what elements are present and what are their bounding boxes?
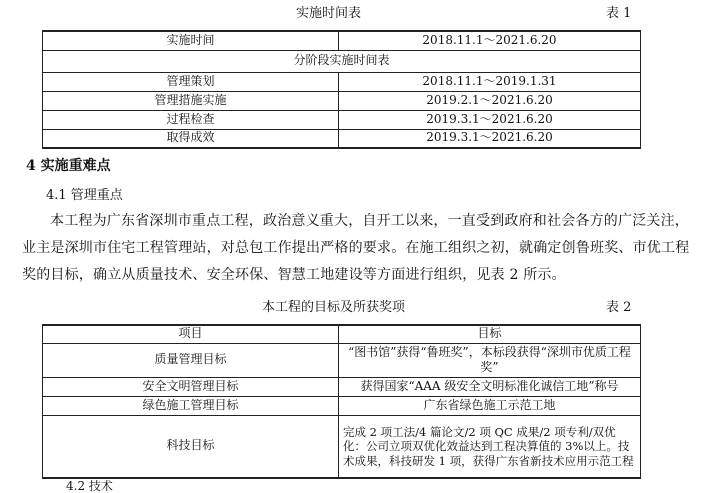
table-span-heading: 分阶段实施时间表 xyxy=(43,50,641,72)
table-row xyxy=(43,377,641,396)
table-row xyxy=(43,396,641,415)
section-heading: 4 实施重难点 xyxy=(26,158,111,174)
table1-title: 实施时间表 xyxy=(296,6,362,21)
table1-number: 表 1 xyxy=(606,6,632,21)
table-cell-label: 过程检查 xyxy=(43,110,339,129)
column-header-item: 项目 xyxy=(43,325,339,343)
next-heading-fragment: 4.2 技术 xyxy=(66,479,113,493)
table-cell-item: 科技目标 xyxy=(43,415,339,478)
table-cell-item: 安全文明管理目标 xyxy=(43,377,339,396)
body-paragraph: 本工程为广东省深圳市重点工程，政治意义重大，自开工以来，一直受到政府和社会各方的广泛关注，业主是深圳市住宅工程管理站，对总包工作提出严格的要求。在施工组织之初，就确定创鲁班奖、市优工程奖的目标，确立从质量技术、安全环保、智慧工地建设等方面进行组织，见表 2 所示。 xyxy=(22,213,690,283)
table-cell-goal: “图书馆”获得“鲁班奖”，本标段获得“深圳市优质工程奖” xyxy=(339,343,641,377)
table-cell-label: 管理措施实施 xyxy=(43,91,339,110)
table-row xyxy=(43,415,641,478)
table-row xyxy=(43,72,641,91)
table-cell-label: 取得成效 xyxy=(43,129,339,148)
subsection-heading: 4.1 管理重点 xyxy=(46,188,123,203)
table-cell-value: 2019.2.1～2021.6.20 xyxy=(339,91,641,110)
table-cell-value: 2018.11.1～2019.1.31 xyxy=(339,72,641,91)
table-row xyxy=(43,110,641,129)
table-row xyxy=(43,31,641,50)
table-row xyxy=(43,129,641,148)
schedule-table xyxy=(42,30,641,149)
table-cell-label: 实施时间 xyxy=(43,31,339,50)
table-row xyxy=(43,343,641,377)
table-cell-goal: 完成 2 项工法/4 篇论文/2 项 QC 成果/2 项专利/双优化：公司立项双优化效益达到工程决算值的 3%以上。技术成果，科技研发 1 项，获得广东省新技术应用示范工程 xyxy=(339,415,641,478)
goals-table xyxy=(42,324,641,479)
table2-number: 表 2 xyxy=(606,300,632,315)
table-row xyxy=(43,91,641,110)
column-header-goal: 目标 xyxy=(339,325,641,343)
table-cell-value: 2018.11.1～2021.6.20 xyxy=(339,31,641,50)
table-row xyxy=(43,50,641,72)
table-cell-item: 绿色施工管理目标 xyxy=(43,396,339,415)
table-cell-goal: 广东省绿色施工示范工地 xyxy=(339,396,641,415)
table-cell-value: 2019.3.1～2021.6.20 xyxy=(339,129,641,148)
table-cell-item: 质量管理目标 xyxy=(43,343,339,377)
table-cell-label: 管理策划 xyxy=(43,72,339,91)
table2-title: 本工程的目标及所获奖项 xyxy=(262,300,406,315)
table-cell-value: 2019.3.1～2021.6.20 xyxy=(339,110,641,129)
table-cell-goal: 获得国家“AAA 级安全文明标准化诚信工地”称号 xyxy=(339,377,641,396)
table-header-row xyxy=(43,325,641,343)
